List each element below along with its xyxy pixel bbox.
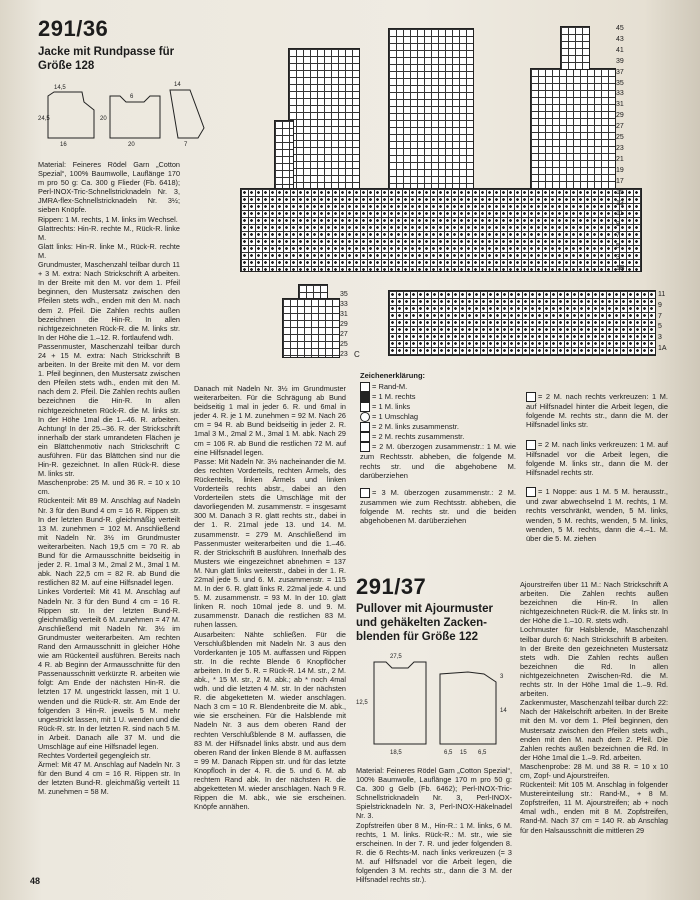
para-rueckenteil: Rückenteil: Mit 89 M. Anschlag auf Nadeln Nr. 3 für den Bund 4 cm = 16 R. Rippen str. In der letzten Bund-R. gleichmäßig verteilt 13 M. zunehmen = 102 M. Anschließend mit Nadeln Nr. 3½ im Grundmuster weiterarbeiten. Nach 19,5 cm = 70 R. ab Bund für die Armausschnitte beidseitig in jeder 2. R. 1mal 3 M., 2mal 2 M., 3mal 1 M. abk. Nach 22,5 cm = 82 R. ab Bund die restlichen 82 M. auf eine Hilfsnadel legen. <box>38 496 180 588</box>
row-number: 39 <box>616 57 624 65</box>
row-number: 5 <box>616 243 620 251</box>
jacket-schematic <box>38 78 208 148</box>
page-number: 48 <box>30 876 41 886</box>
knit-stitch-icon <box>360 392 370 402</box>
para-maschenprobe-2: Maschenprobe: 28 M. und 38 R. = 10 x 10 cm, Zopf- und Ajourstreifen. <box>520 761 668 780</box>
row-number: 9 <box>658 301 662 309</box>
schem-label: 6,5 <box>444 750 453 756</box>
row-number: 35 <box>340 291 348 298</box>
para-zackenmuster: Zackenmuster, Maschenzahl teilbar durch 22: Nach der Häkelschrift arbeiten. In der Breite mit den M. vor dem 1. Pfeil beginnen, den Mustersatz zwischen den Pfeilen stets wdh., enden mit den M. nach dem 2. Pfeil. Die Zahlen rechts außen bezeichnen die Rd. In der Höhe 1mal die 1.–9. Rd. arbeiten. <box>520 698 668 762</box>
chart-legend-right <box>526 392 668 543</box>
knitting-chart-a <box>386 290 676 360</box>
legend-text: = 2 M. links zusammenstr. <box>372 422 459 432</box>
row-number: 33 <box>616 90 624 98</box>
schem-label: 16 <box>60 142 67 148</box>
legend-item <box>360 432 516 442</box>
title-line: Pullover mit Ajourmuster <box>356 603 493 615</box>
para-material: Material: Feineres Rödel Garn „Cotton Spezial“, 100% Baumwolle, Lauflänge 170 m pro 50 g: Ca. 300 g Flieder (Fb. 6418); Perl-INOX-Tric-Schnellstricknadeln Nr. 3, JMRA-flex-Schnellstricknadeln Nr. 3½; sieben Knöpfe. <box>38 160 180 215</box>
legend-text: = 2 M. überzogen zusammenstr.: 1 M. wie zum Rechtsstr. abheben, die folgende M. rechts str. und die abgehobene M. darüberziehen <box>360 442 516 480</box>
row-number: 27 <box>340 331 348 338</box>
row-number: 3 <box>616 254 620 262</box>
model-number-291-36: 291/36 <box>38 16 109 41</box>
para-material-2: Material: Feineres Rödel Garn „Cotton Spezial“, 100% Baumwolle, Lauflänge 170 m pro 50 g: Ca. 300 g Gelb (Fb. 6462); Perl-INOX-Tric-Schnellstricknadeln Nr. 3, Perl-INOX-Spielstricknadeln Nr. 3, Perl-INOX-Häkelnadel Nr. 3. <box>356 766 512 821</box>
bobble-icon <box>526 487 536 497</box>
row-number: 27 <box>616 123 624 131</box>
schematic-back <box>48 92 94 138</box>
legend-text: = 1 Umschlag <box>372 412 419 422</box>
row-number: 5 <box>658 323 662 331</box>
para-linkes-vorderteil: Linkes Vorderteil: Mit 41 M. Anschlag auf Nadeln Nr. 3 für den Bund 4 cm = 16 R. Rippen str. In der letzten Bund-R. gleichmäßig verteilt 6 M. zunehmen = 47 M. Anschließend mit Nadeln Nr. 3½ im Grundmuster weiterarbeiten. Am rechten Rand den Armausschnitt in gleicher Höhe wie am Rückenteil ausführen. Bereits nach 4 R. ab Beginn der Armausschnitte für den Passenausschnitt verkürzte R. arbeiten wie folgt: Am Ende der nächsten Hin-R. die letzten 17 M. ungestrickt lassen, mit 1 U. wenden und die Rück-R. str. Am Ende der folgenden 3 Hin-R. jeweils 5 M. mehr ungestrickt lassen, mit 1 U. wenden und die Rück-R. str. In der letzten R. sind nach 5 M. in Arbeit. Danach alle 37 M. und die Umschläge auf eine Hilfsnadel legen. <box>38 587 180 751</box>
chart-b-base <box>240 188 642 272</box>
instructions-column-3 <box>356 766 512 884</box>
legend-text: = 2 M. nach rechts verkreuzen: 1 M. auf Hilfsnadel hinter die Arbeit legen, die folgende M. rechts str., dann die M. der Hilfsnadel links str. <box>526 392 668 430</box>
knitting-chart-b <box>238 20 648 275</box>
row-number: 15 <box>616 188 624 196</box>
para-passenmuster: Passenmuster, Maschenzahl teilbar durch 24 + 15 M. extra: Nach Strickschrift B arbeiten. In der Breite mit den M. vor dem 1. Pfeil beginnen, den Mustersatz zwischen den Pfeilen stets wdh., enden mit den M. nach dem 2. Pfeil. Die Zahlen rechts außen bezeichnen die Hin-R. In allen nichtgezeichneten Rück-R. die M. links str. In der Höhe 1mal die 1.–46. R. arbeiten. Achtung! In der 25.–36. R. der Strickschrift innerhalb der stark umrandeten Flächen je ein Blättchenmotiv nach Strickschrift C ausführen. Für das Blättchen sind nur die Hin-R. gezeichnet. In allen Rück-R. diese M. links str. <box>38 341 180 479</box>
row-number: 31 <box>340 311 348 318</box>
legend-text: = 1 M. rechts <box>372 392 416 402</box>
row-number: 23 <box>616 144 624 152</box>
knit-two-together-icon <box>360 432 370 442</box>
para-glattrechts: Glattrechts: Hin-R. rechte M., Rück-R. linke M. <box>38 223 180 242</box>
para-grundmuster: Grundmuster, Maschenzahl teilbar durch 11 + 3 M. extra: Nach Strickschrift A arbeiten. In der Breite mit den M. vor dem 1. Pfeil beginnen, den Mustersatz zwischen den Pfeilen stets wdh., enden mit den M. nach dem 2. Pfeil. Die Zahlen rechts außen bezeichnen die Hin-R. In allen nichtgezeichneten Rück-R. die M. links str. In der Höhe die 1.–12. R. fortlaufend wdh. <box>38 260 180 342</box>
row-number: 25 <box>616 134 624 142</box>
schematic-sleeve <box>440 672 496 744</box>
model-title-291-36 <box>38 45 208 73</box>
schem-label: 20 <box>100 116 107 122</box>
chart-c-body <box>282 298 340 358</box>
cross-left-icon <box>526 440 536 450</box>
cross-right-icon <box>526 392 536 402</box>
legend-text: = Rand-M. <box>372 382 408 392</box>
instructions-column-4 <box>520 580 668 835</box>
para-ausarbeiten: Ausarbeiten: Nähte schließen. Für die Verschlußblenden mit Nadeln Nr. 3 aus den Vorderkanten je 105 M. auffassen und Rippen str. In die rechte Blende 6 Knopflöcher arbeiten. In der 5. R. = Rück-R. 14 M. str., 2 M. abk., * 15 M. str., 2 M. abk.; ab * noch 4mal wdh. und die letzten 4 M. str. In der nächsten R. die abgeketteten M. wieder anschlagen. Nach 3 cm = 10 R. Blendenbreite die M. abk., wie sie erscheinen. Für die Halsblende mit Nadeln Nr. 3 aus dem oberen Rand der rechten Verschlußblende 8 M. auffassen, die 83 M. der Hilfsnadel links abstr. und aus dem oberen Rand der linken Blende 8 M. auffassen = 99 M. Danach Rippen str. und für das letzte Knopfloch in der 4. R. die 5. und 6. M. ab rechtem Rand abk. In der nächsten R. die abgeketteten M. wieder anschlagen. Nach 9 R. Rippen die M. abk., wie sie erscheinen. Knöpfe annähen. <box>194 629 346 812</box>
para-glatt-links: Glatt links: Hin-R. linke M., Rück-R. rechte M. <box>38 241 180 260</box>
title-line: und gehäkelten Zacken- <box>356 617 488 629</box>
chart-a-grid <box>388 290 656 356</box>
schem-label: 20 <box>128 142 135 148</box>
sk2p-icon <box>360 488 370 498</box>
model-title-291-37 <box>356 602 526 644</box>
row-number: 37 <box>616 68 624 76</box>
row-number: 1B <box>616 264 625 272</box>
chart-legend <box>360 371 516 526</box>
row-number: 31 <box>616 101 624 109</box>
row-number: 9 <box>616 221 620 229</box>
legend-text: = 1 M. links <box>372 402 411 412</box>
schematic-sleeve <box>170 90 204 138</box>
purl-stitch-icon <box>360 402 370 412</box>
row-number: 41 <box>616 46 624 54</box>
para-rechtes-vorderteil: Rechtes Vorderteil gegengleich str. <box>38 751 151 761</box>
schem-label: 24,5 <box>38 116 50 122</box>
schem-label: 27,5 <box>390 654 402 660</box>
purl-two-together-icon <box>360 422 370 432</box>
para-maschenprobe: Maschenprobe: 25 M. und 36 R. = 10 x 10 cm. <box>38 478 180 497</box>
legend-item <box>360 488 516 526</box>
schem-label: 6,5 <box>478 750 487 756</box>
row-number: 35 <box>616 79 624 87</box>
row-number: 25 <box>340 341 348 348</box>
row-number: 23 <box>340 351 348 358</box>
yarn-over-icon <box>360 412 370 422</box>
schematic-body <box>374 662 426 744</box>
legend-heading: Zeichenerklärung: <box>360 371 426 380</box>
para-ajourstreifen: Ajourstreifen über 11 M.: Nach Strickschrift A arbeiten. Die Zahlen rechts außen bezeichnen die Hin-R. In allen nichtgezeichneten Rück-R. die M. links str. In der Höhe die 1.–10. R. stets wdh. <box>520 580 668 626</box>
title-line: Jacke mit Rundpasse für <box>38 46 175 58</box>
model-number-291-37: 291/37 <box>356 574 427 599</box>
chart-b-motif-right <box>530 68 616 190</box>
chart-b-edge-left <box>274 120 294 192</box>
row-number: 1A <box>658 344 667 352</box>
schem-label: 15 <box>460 750 467 756</box>
row-number: 19 <box>616 166 624 174</box>
row-number: 11 <box>658 291 666 298</box>
row-number: 7 <box>658 312 662 320</box>
legend-item <box>360 382 516 392</box>
row-number: 13 <box>616 199 624 207</box>
schem-label: 7 <box>184 142 188 148</box>
schem-label: 14,5 <box>54 85 66 91</box>
chart-c-row-numbers <box>340 290 348 360</box>
para-aermel-cont: Danach mit Nadeln Nr. 3½ im Grundmuster weiterarbeiten. Für die Schrägung ab Bund beidseitig 1 mal in jeder 6. R. und 6mal in jeder 4. R. je 1 M. zunehmen = 92 M. Nach 26 cm = 94 R. ab Bund beidseitig in jeder 2. R. 1mal 3 M., 2mal 2 M., 3mal 1 M. abk. Nach 29 cm = 106 R. ab Bund die restlichen 72 M. auf eine Hilfsnadel legen. <box>194 384 346 457</box>
para-lochmuster: Lochmuster für Halsblende, Maschenzahl teilbar durch 6: Nach Strickschrift B arbeiten. In der Breite den gezeichneten Mustersatz stets wdh. Die Zahlen rechts außen bezeichnen die Rd. In allen nichtgezeichneten Zwischen-Rd. die M. rechts str. In der Höhe 1mal die 1.–9. Rd. arbeiten. <box>520 625 668 699</box>
chart-b-motif-left <box>288 48 360 190</box>
legend-text: = 2 M. rechts zusammenstr. <box>372 432 465 442</box>
row-number: 45 <box>616 25 624 32</box>
row-number: 43 <box>616 35 624 43</box>
schem-label: 6 <box>130 94 134 100</box>
chart-b-top-right <box>560 26 590 70</box>
para-rippen: Rippen: 1 M. rechts, 1 M. links im Wechsel. <box>38 214 178 224</box>
instructions-column-2 <box>194 384 346 811</box>
row-number: 21 <box>616 155 624 163</box>
schematic-front <box>110 96 160 138</box>
row-number: 17 <box>616 177 624 185</box>
row-number: 29 <box>616 112 624 120</box>
legend-text: = 2 M. nach links verkreuzen: 1 M. auf Hilfsnadel vor die Arbeit legen, die folgende M. links str., dann die M. der Hilfsnadel rechts str. <box>526 439 668 478</box>
chart-a-row-numbers <box>658 290 667 355</box>
row-number: 33 <box>340 301 348 308</box>
legend-item <box>360 412 516 422</box>
schem-label: 12,5 <box>356 700 368 706</box>
legend-item <box>526 392 668 430</box>
title-line: Größe 128 <box>38 60 95 72</box>
chart-c-label: C <box>354 350 360 359</box>
chart-b-motif-center <box>388 28 474 190</box>
para-zopfstreifen: Zopfstreifen über 8 M., Hin-R.: 1 M. links, 6 M. rechts, 1 M. links. Rück-R.: M. str., wie sie erscheinen. In der 7. R. und jeder folgenden 8. R. die 6 Rechts-M. nach links verkreuzen (= 3 M. auf Hilfsnadel vor die Arbeit legen, die folgenden 3 M. rechts str., dann die 3 M. der Hilfsnadel rechts str.). <box>356 820 512 885</box>
schem-label: 14 <box>174 82 181 88</box>
legend-item <box>360 442 516 480</box>
chart-b-row-numbers <box>616 24 646 275</box>
schem-label: 18,5 <box>390 750 402 756</box>
row-number: 29 <box>340 321 348 328</box>
row-number: 7 <box>616 232 620 240</box>
legend-item <box>360 422 516 432</box>
skp-icon <box>360 442 370 452</box>
para-rueckenteil-2: Rückenteil: Mit 105 M. Anschlag in folgender Mustereinteilung str.: Rand-M., + 8 M. Zopfstreifen, 11 M. Ajourstreifen; ab + noch 4mal wdh., enden mit 8 M. Zopfstreifen, Rand-M. Nach 37 cm = 140 R. ab Anschlag für den Halsausschnitt die mittleren 29 <box>520 780 668 835</box>
legend-text: = 1 Noppe: aus 1 M. 5 M. herausstr., und zwar abwechselnd 1 M. rechts, 1 M. rechts verschränkt, wenden, 5 M. links, wenden, 5 M. rechts, wenden, 5 M. links, wenden, 5 M. rechts, dann die 4.–1. M. über die 5. M. ziehen <box>526 487 668 544</box>
instructions-column-1 <box>38 160 180 797</box>
edge-stitch-icon <box>360 382 370 392</box>
para-aermel: Ärmel: Mit 47 M. Anschlag auf Nadeln Nr. 3 für den Bund 4 cm = 16 R. Rippen str. In der letzten Bund-R. gleichmäßig verteilt 11 M. zunehmen = 58 M. <box>38 760 180 797</box>
legend-item <box>526 487 668 543</box>
row-number: 11 <box>616 210 624 218</box>
para-passe: Passe: Mit Nadeln Nr. 3½ nacheinander die M. des rechten Vorderteils, rechten Ärmels, des Rückenteils, linken Ärmels und linken Vorderteils rechts abstr., dabei an den Vorderteilen stets die Umschläge mit der davorliegenden M. zusammenstr. = insgesamt 300 M. Danach 3 R. glatt rechts str., dabei in der 1. R. 21mal jede 13. und 14. M. zusammenstr. = 279 M. Anschließend im Passenmuster weiterarbeiten und die 1.–46. R. der Strickschrift B ausführen. Innerhalb des Musters wie eingezeichnet abnehmen = 137 M. Nun glatt links weiterstr., dabei in der 1. R. 22mal jede 5. und 6. M. zusammenstr. = 115 M. In der 6. R. glatt links R. 22mal jede 4. und 5. M. zusammenstr. = 93 M. In der 10. glatt linken R. noch 10mal jede 8. und 9. M. zusammenstr. Danach die restlichen 83 M. ruhen lassen. <box>194 456 346 630</box>
legend-item <box>360 402 516 412</box>
legend-text: = 3 M. überzogen zusammenstr.: 2 M. zusammen wie zum Rechtsstr. abheben, die folgende M. rechts str. und die beiden abgehobenen M. darüberziehen <box>360 487 516 526</box>
legend-item <box>360 392 516 402</box>
schem-label: 3 <box>500 674 504 680</box>
row-number: 3 <box>658 334 662 342</box>
legend-item <box>526 440 668 478</box>
title-line: blenden für Größe 122 <box>356 631 479 643</box>
schem-label: 14 <box>500 708 507 714</box>
knitting-chart-c <box>276 284 366 364</box>
pullover-schematic <box>356 648 518 760</box>
